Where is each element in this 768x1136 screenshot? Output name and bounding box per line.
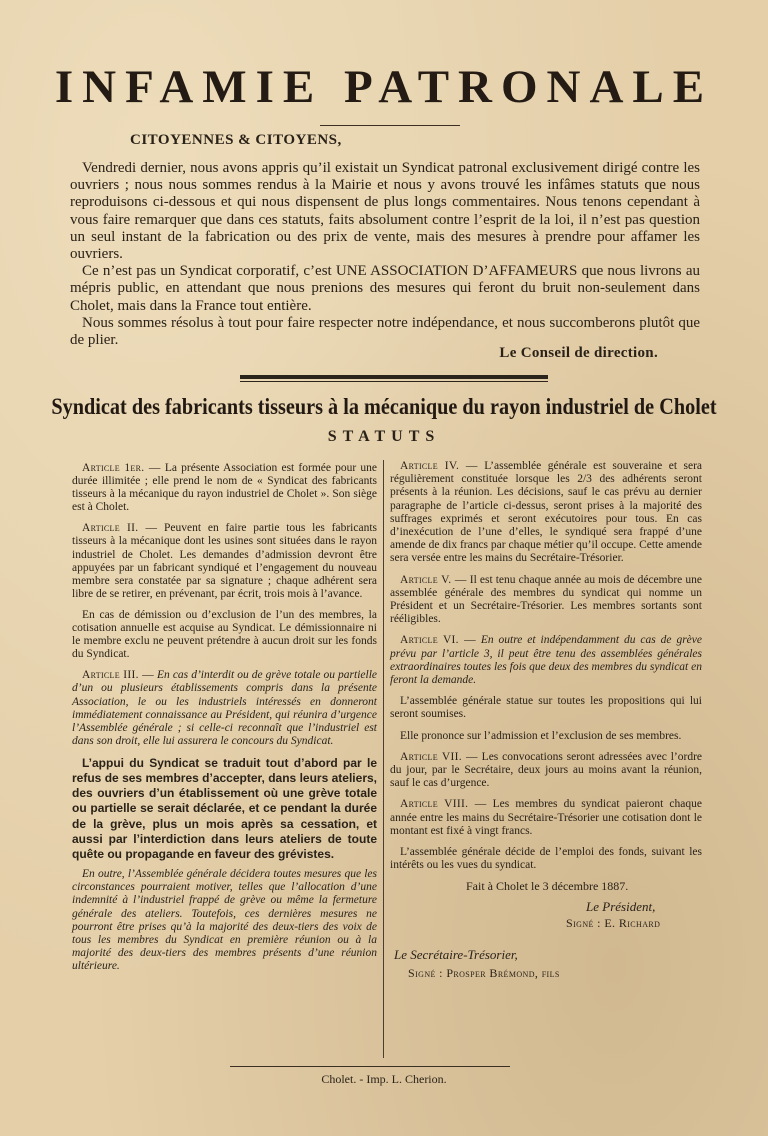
section-divider-thin (240, 381, 548, 382)
article-label: Article VII. — (400, 750, 478, 763)
president-title: Le Président, (586, 898, 656, 914)
article-3-continued: En outre, l’Assemblée générale décidera toutes mesures que les circonstances pourraient motiver, telles que l’allocation d’une indemnité à l’industriel frappé de grève ou même la fermeture générale des ateliers. Toutefois, ces dernières mesures ne pourront être prises qu’à la majorité des deux-tiers des voix de tous les membres du Syndicat en première réunion ou à la majorité des deux-tiers des membres présents d’une réunion ultérieure. (72, 868, 377, 972)
article-6-continued-2: Elle prononce sur l’admission et l’exclusion de ses membres. (400, 729, 682, 742)
article-text: En cas d’interdit ou de grève totale ou partielle d’un ou plusieurs établissements compris dans la présente Association, le ou les industriels intéressés en donneront immédiatement connaissance au Président, qui réunira d’urgence l’Assemblée générale ; si celle-ci reconnaît que l’industriel est dans son droit, elle lui assurera le concours du Syndicat. (72, 669, 377, 747)
statuts-heading: STATUTS (327, 428, 441, 445)
article-label: Article IV. — (400, 460, 478, 472)
article-6-continued: L’assemblée générale statue sur toutes les propositions qui lui seront soumises. (390, 695, 702, 721)
article-3-bold-paragraph: L’appui du Syndicat se traduit tout d’abord par le refus de ses membres d’accepter, dans leurs ateliers, des ouvriers d’un établissement où une grève totale ou partielle se serait déclarée, et ce pendant la durée de la grève, plus un mois après sa cessation, et aussi par l’interdiction dans leurs ateliers de toute quête ou propagande en faveur des grévistes. (72, 755, 377, 862)
article-5 (390, 574, 702, 627)
article-label: Article V. — (400, 573, 467, 586)
salutation: CITOYENNES & CITOYENS, (130, 132, 342, 148)
article-text: En outre et indépendamment du cas de grève prévu par l’article 3, il peut être tenu des assemblées générales extraordinaires toutes les fois que deux des membres du syndicat en feront la demande. (390, 634, 702, 687)
title-rule (320, 125, 460, 126)
right-column (390, 460, 702, 981)
article-label: Article VI. — (400, 634, 476, 647)
date-line: Fait à Cholet le 3 décembre 1887. (466, 879, 629, 894)
article-2-continued: En cas de démission ou d’exclusion de l’un des membres, la cotisation annuelle est acquise au Syndicat. Le démissionnaire ni le membre exclu ne peuvent prétendre à aucun droit sur les fonds du Syndicat. (72, 608, 377, 661)
article-text: La présente Association est formée pour une durée illimitée ; elle prend le nom de « Syndicat des fabricants tisseurs à la mécanique du rayon industriel de Cholet ». Son siège est à Cholet. (72, 462, 377, 514)
article-1 (72, 462, 377, 514)
article-label: Article 1er. — (82, 462, 161, 474)
poster-title: INFAMIE PATRONALE (54, 61, 714, 113)
article-text: L’assemblée générale est souveraine et sera régulièrement constituée lorsque les 2/3 des adhérents seront présents à la réunion. Les décisions, sauf le cas prévu au dernier paragraphe de l’article ci-dessus, seront prises à la majorité des suffrages exprimés et seront exécutoires pour tous. En cas d’inexécution de l’une d’elles, le syndiqué sera frappé d’une amende de dix francs par chaque métier qu’il occupe. Cette amende sera versée entre les mains du Secrétaire-Trésorier. (390, 460, 703, 565)
intro-paragraph-2: Ce n’est pas un Syndicat corporatif, c’est UNE ASSOCIATION D’AFFAMEURS que nous livrons au mépris public, en attendant que nous prenions des mesures qui feront du bruit non-seulement dans Cholet, mais dans la France tout entière. (70, 263, 700, 314)
article-text: Il est tenu chaque année au mois de décembre une assemblée générale des membres du syndicat qui nomme un Président et un Secrétaire-Trésorier. Les membres sortants sont rééligibles. (390, 573, 702, 626)
article-8-continued: L’assemblée générale décide de l’emploi des fonds, suivant les intérêts ou les vues du syndicat. (390, 846, 702, 872)
article-6 (390, 634, 702, 687)
intro-paragraph-1: Vendredi dernier, nous avons appris qu’il existait un Syndicat patronal exclusivement dirigé contre les ouvriers ; nous nous sommes rendus à la Mairie et nous y avons trouvé les infâmes statuts que nous reproduisons ci-dessous et qui nous dispensent de plus longs commentaires. Nous tenons cependant à vous faire remarquer que dans ces statuts, faits absolument contre l’esprit de la loi, il n’est pas question un seul instant de la fabrication ou des prix de vente, mais des mesures à prendre pour affamer les ouvriers. (70, 160, 700, 263)
article-text: Peuvent en faire partie tous les fabricants tisseurs à la mécanique dont les usines sont situées dans le rayon industriel de Cholet. Les demandes d’admission devront être appuyées par un fabricant syndiqué et l’engagement du nouveau membre sera constatée par sa signature ; chaque adhérent sera libre de se retirer, en prévenant, par écrit, trois mois à l’avance. (72, 522, 377, 600)
intro-text (70, 160, 700, 349)
conseil-signature: Le Conseil de direction. (499, 345, 658, 361)
footer-rule (230, 1066, 510, 1067)
article-2 (72, 522, 377, 601)
article-4 (390, 460, 702, 566)
secretary-title: Le Secrétaire-Trésorier, (394, 947, 518, 963)
printer-imprint: Cholet. - Imp. L. Cherion. (321, 1072, 447, 1086)
article-8 (390, 798, 702, 838)
article-text: Les membres du syndicat paieront chaque année entre les mains du Secrétaire-Trésorier une cotisation dont le montant est fixé à vingt francs. (390, 798, 702, 837)
left-column (72, 462, 377, 981)
section-divider-thick (240, 375, 548, 379)
article-text: Les convocations seront adressées avec l’ordre du jour, par le Secrétaire, deux jours au moins avant la réunion, sauf le cas d’urgence. (390, 750, 703, 790)
secretary-signature: Signé : Prosper Brémond, fils (408, 966, 560, 981)
article-label: Article III. — (82, 669, 154, 682)
column-divider (383, 460, 384, 1058)
article-label: Article II. — (82, 522, 158, 535)
article-label: Article VIII. — (400, 798, 487, 811)
intro-paragraph-3: Nous sommes résolus à tout pour faire respecter notre indépendance, et nous succomberons plutôt que de plier. (70, 314, 700, 349)
article-7 (390, 751, 702, 791)
president-signature: Signé : E. Richard (566, 915, 661, 930)
syndicat-title: Syndicat des fabricants tisseurs à la mécanique du rayon industriel de Cholet (51, 394, 717, 419)
article-3 (72, 669, 377, 748)
